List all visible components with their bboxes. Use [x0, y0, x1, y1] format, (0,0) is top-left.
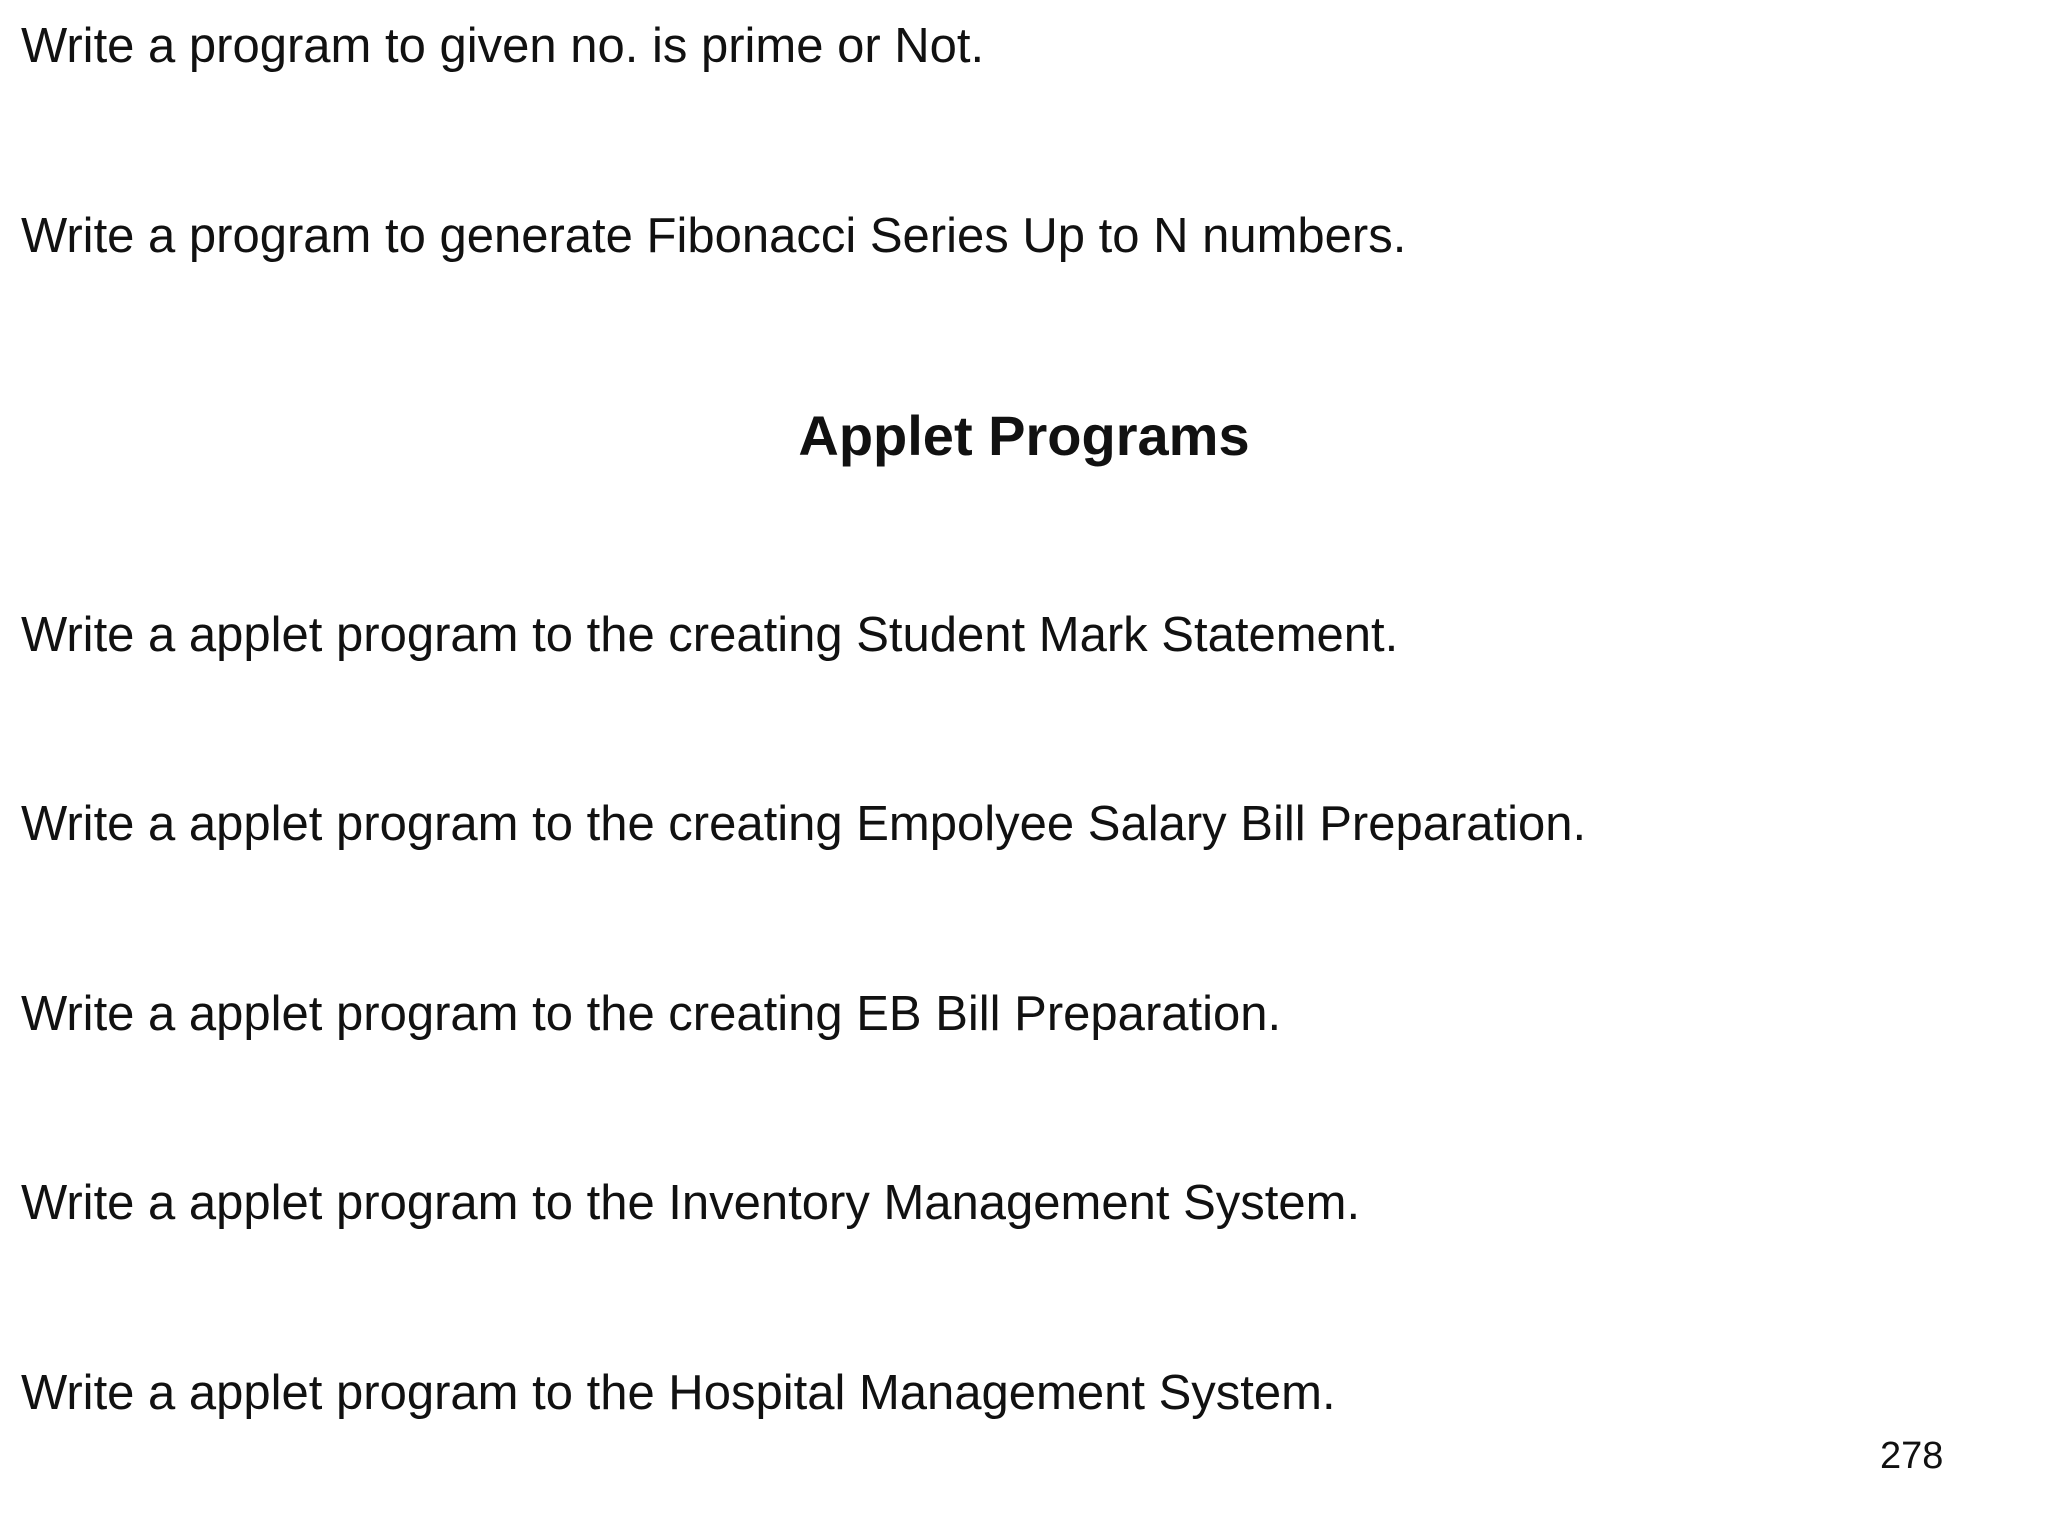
section-heading: Applet Programs	[798, 404, 1250, 467]
applet-item-inventory: Write a applet program to the Inventory Management System.	[21, 1176, 1361, 1230]
program-item-fibonacci: Write a program to generate Fibonacci Series Up to N numbers.	[21, 209, 1407, 263]
applet-item-salary-bill: Write a applet program to the creating Empolyee Salary Bill Preparation.	[21, 797, 1587, 851]
applet-item-student-mark: Write a applet program to the creating Student Mark Statement.	[21, 608, 1399, 662]
page-number: 278	[1880, 1435, 1944, 1477]
program-item-prime: Write a program to given no. is prime or Not.	[21, 19, 985, 73]
applet-item-hospital: Write a applet program to the Hospital Management System.	[21, 1366, 1336, 1420]
applet-item-eb-bill: Write a applet program to the creating EB Bill Preparation.	[21, 987, 1282, 1041]
